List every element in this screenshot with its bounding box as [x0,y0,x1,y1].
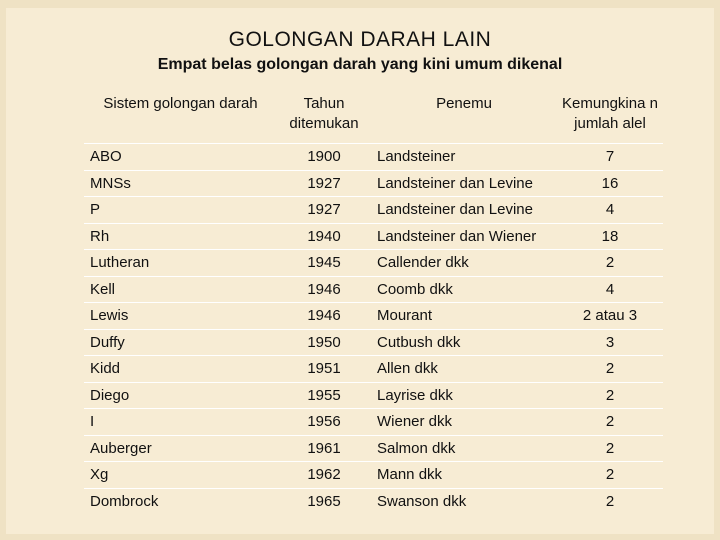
cell-alleles: 2 [557,462,663,489]
table-row [84,382,663,409]
cell-system: ABO [84,144,277,171]
cell-year: 1965 [277,488,371,514]
cell-system: Rh [84,223,277,250]
slide-frame-top [0,0,720,8]
table-row [84,462,663,489]
slide-subtitle: Empat belas golongan darah yang kini umum dikenal [157,56,563,73]
cell-discoverer: Landsteiner dan Levine [371,170,557,197]
slide-title: GOLONGAN DARAH LAIN [228,28,492,51]
header-discoverer: Penemu [436,95,492,112]
cell-discoverer: Allen dkk [371,356,557,383]
table-row [84,276,663,303]
cell-alleles: 18 [557,223,663,250]
table-header-row [84,89,663,144]
cell-alleles: 16 [557,170,663,197]
cell-system: Diego [84,382,277,409]
cell-alleles: 2 [557,435,663,462]
table-row [84,250,663,277]
cell-year: 1956 [277,409,371,436]
cell-system: Xg [84,462,277,489]
table-row [84,329,663,356]
cell-alleles: 7 [557,144,663,171]
cell-alleles: 2 [557,250,663,277]
cell-year: 1951 [277,356,371,383]
cell-year: 1950 [277,329,371,356]
cell-discoverer: Landsteiner dan Levine [371,197,557,224]
cell-year: 1927 [277,170,371,197]
cell-alleles: 3 [557,329,663,356]
cell-year: 1946 [277,276,371,303]
cell-discoverer: Layrise dkk [371,382,557,409]
table-row [84,144,663,171]
cell-system: MNSs [84,170,277,197]
cell-year: 1955 [277,382,371,409]
header-system: Sistem golongan darah [103,95,258,112]
cell-discoverer: Landsteiner dan Wiener [371,223,557,250]
cell-system: Kell [84,276,277,303]
table-row [84,223,663,250]
table-row [84,170,663,197]
table-row [84,488,663,514]
cell-discoverer: Wiener dkk [371,409,557,436]
cell-discoverer: Callender dkk [371,250,557,277]
table-row [84,435,663,462]
cell-year: 1945 [277,250,371,277]
cell-system: Dombrock [84,488,277,514]
cell-alleles: 2 [557,382,663,409]
cell-system: Kidd [84,356,277,383]
cell-year: 1900 [277,144,371,171]
cell-system: I [84,409,277,436]
table-row [84,409,663,436]
slide-frame-right [714,0,720,540]
cell-system: P [84,197,277,224]
cell-alleles: 4 [557,197,663,224]
cell-discoverer: Mann dkk [371,462,557,489]
cell-alleles: 2 [557,488,663,514]
header-year: Tahun ditemukan [289,95,359,132]
cell-discoverer: Cutbush dkk [371,329,557,356]
table-row [84,197,663,224]
cell-alleles: 2 [557,356,663,383]
cell-system: Auberger [84,435,277,462]
cell-year: 1961 [277,435,371,462]
slide-frame-bottom [0,534,720,540]
cell-alleles: 4 [557,276,663,303]
cell-discoverer: Coomb dkk [371,276,557,303]
cell-discoverer: Mourant [371,303,557,330]
cell-year: 1940 [277,223,371,250]
slide-frame-left [0,0,6,540]
cell-year: 1927 [277,197,371,224]
blood-group-table [84,89,663,514]
header-alleles: Kemungkina n jumlah alel [562,95,658,132]
cell-discoverer: Landsteiner [371,144,557,171]
cell-discoverer: Salmon dkk [371,435,557,462]
cell-year: 1946 [277,303,371,330]
cell-discoverer: Swanson dkk [371,488,557,514]
cell-year: 1962 [277,462,371,489]
table-row [84,303,663,330]
cell-alleles: 2 atau 3 [557,303,663,330]
cell-system: Lutheran [84,250,277,277]
table-row [84,356,663,383]
cell-alleles: 2 [557,409,663,436]
cell-system: Duffy [84,329,277,356]
cell-system: Lewis [84,303,277,330]
